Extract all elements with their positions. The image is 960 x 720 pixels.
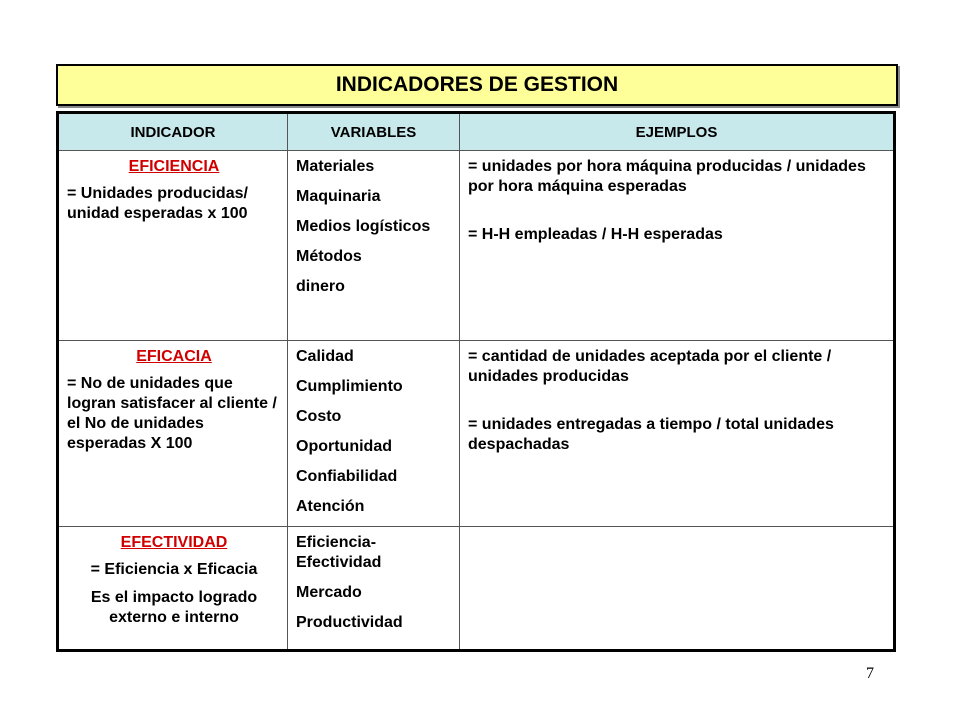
page-number: 7	[866, 665, 874, 682]
indicator-cell	[58, 341, 288, 527]
indicator-cell	[58, 151, 288, 341]
indicator-formula: = Eficiencia x Eficacia	[90, 561, 258, 578]
examples-cell	[460, 341, 895, 527]
variables-cell	[288, 527, 460, 651]
indicator-name: EFECTIVIDAD	[120, 534, 228, 551]
variable-item: Maquinaria	[296, 188, 381, 205]
variable-item: Métodos	[296, 248, 362, 265]
slide-title: INDICADORES DE GESTION	[56, 64, 898, 106]
variable-item: Mercado	[296, 584, 362, 601]
indicator-description: Es el impacto logrado externo e interno	[90, 589, 258, 626]
variables-cell	[288, 341, 460, 527]
indicator-formula: = No de unidades que logran satisfacer al cliente / el No de unidades esperadas X 100	[67, 375, 277, 452]
variable-item: Productividad	[296, 614, 403, 631]
variable-item: Atención	[296, 498, 365, 515]
indicator-name: EFICACIA	[136, 348, 212, 365]
header-indicador: INDICADOR	[58, 113, 288, 151]
examples-cell	[460, 151, 895, 341]
variable-item: Costo	[296, 408, 342, 425]
variable-item: Confiabilidad	[296, 468, 398, 485]
indicator-formula: = Unidades producidas/ unidad esperadas x 100	[67, 185, 248, 222]
variable-item: Eficiencia- Efectividad	[296, 534, 382, 571]
variable-item: Cumplimiento	[296, 378, 403, 395]
indicators-table	[56, 111, 896, 652]
table-row-eficacia	[58, 341, 895, 527]
example-item: = H-H empleadas / H-H esperadas	[468, 226, 723, 243]
indicator-name: EFICIENCIA	[128, 158, 220, 175]
variables-cell	[288, 151, 460, 341]
variable-item: dinero	[296, 278, 345, 295]
table-header-row	[58, 113, 895, 151]
header-ejemplos: EJEMPLOS	[460, 113, 895, 151]
indicator-cell	[58, 527, 288, 651]
examples-cell-empty	[460, 527, 895, 651]
variable-item: Calidad	[296, 348, 354, 365]
variable-item: Oportunidad	[296, 438, 392, 455]
table-row-efectividad	[58, 527, 895, 651]
variable-item: Materiales	[296, 158, 375, 175]
example-item: = unidades por hora máquina producidas / unidades por hora máquina esperadas	[468, 158, 866, 195]
table-row-eficiencia	[58, 151, 895, 341]
header-variables: VARIABLES	[288, 113, 460, 151]
example-item: = unidades entregadas a tiempo / total unidades despachadas	[468, 416, 834, 453]
variable-item: Medios logísticos	[296, 218, 431, 235]
example-item: = cantidad de unidades aceptada por el cliente / unidades producidas	[468, 348, 832, 385]
